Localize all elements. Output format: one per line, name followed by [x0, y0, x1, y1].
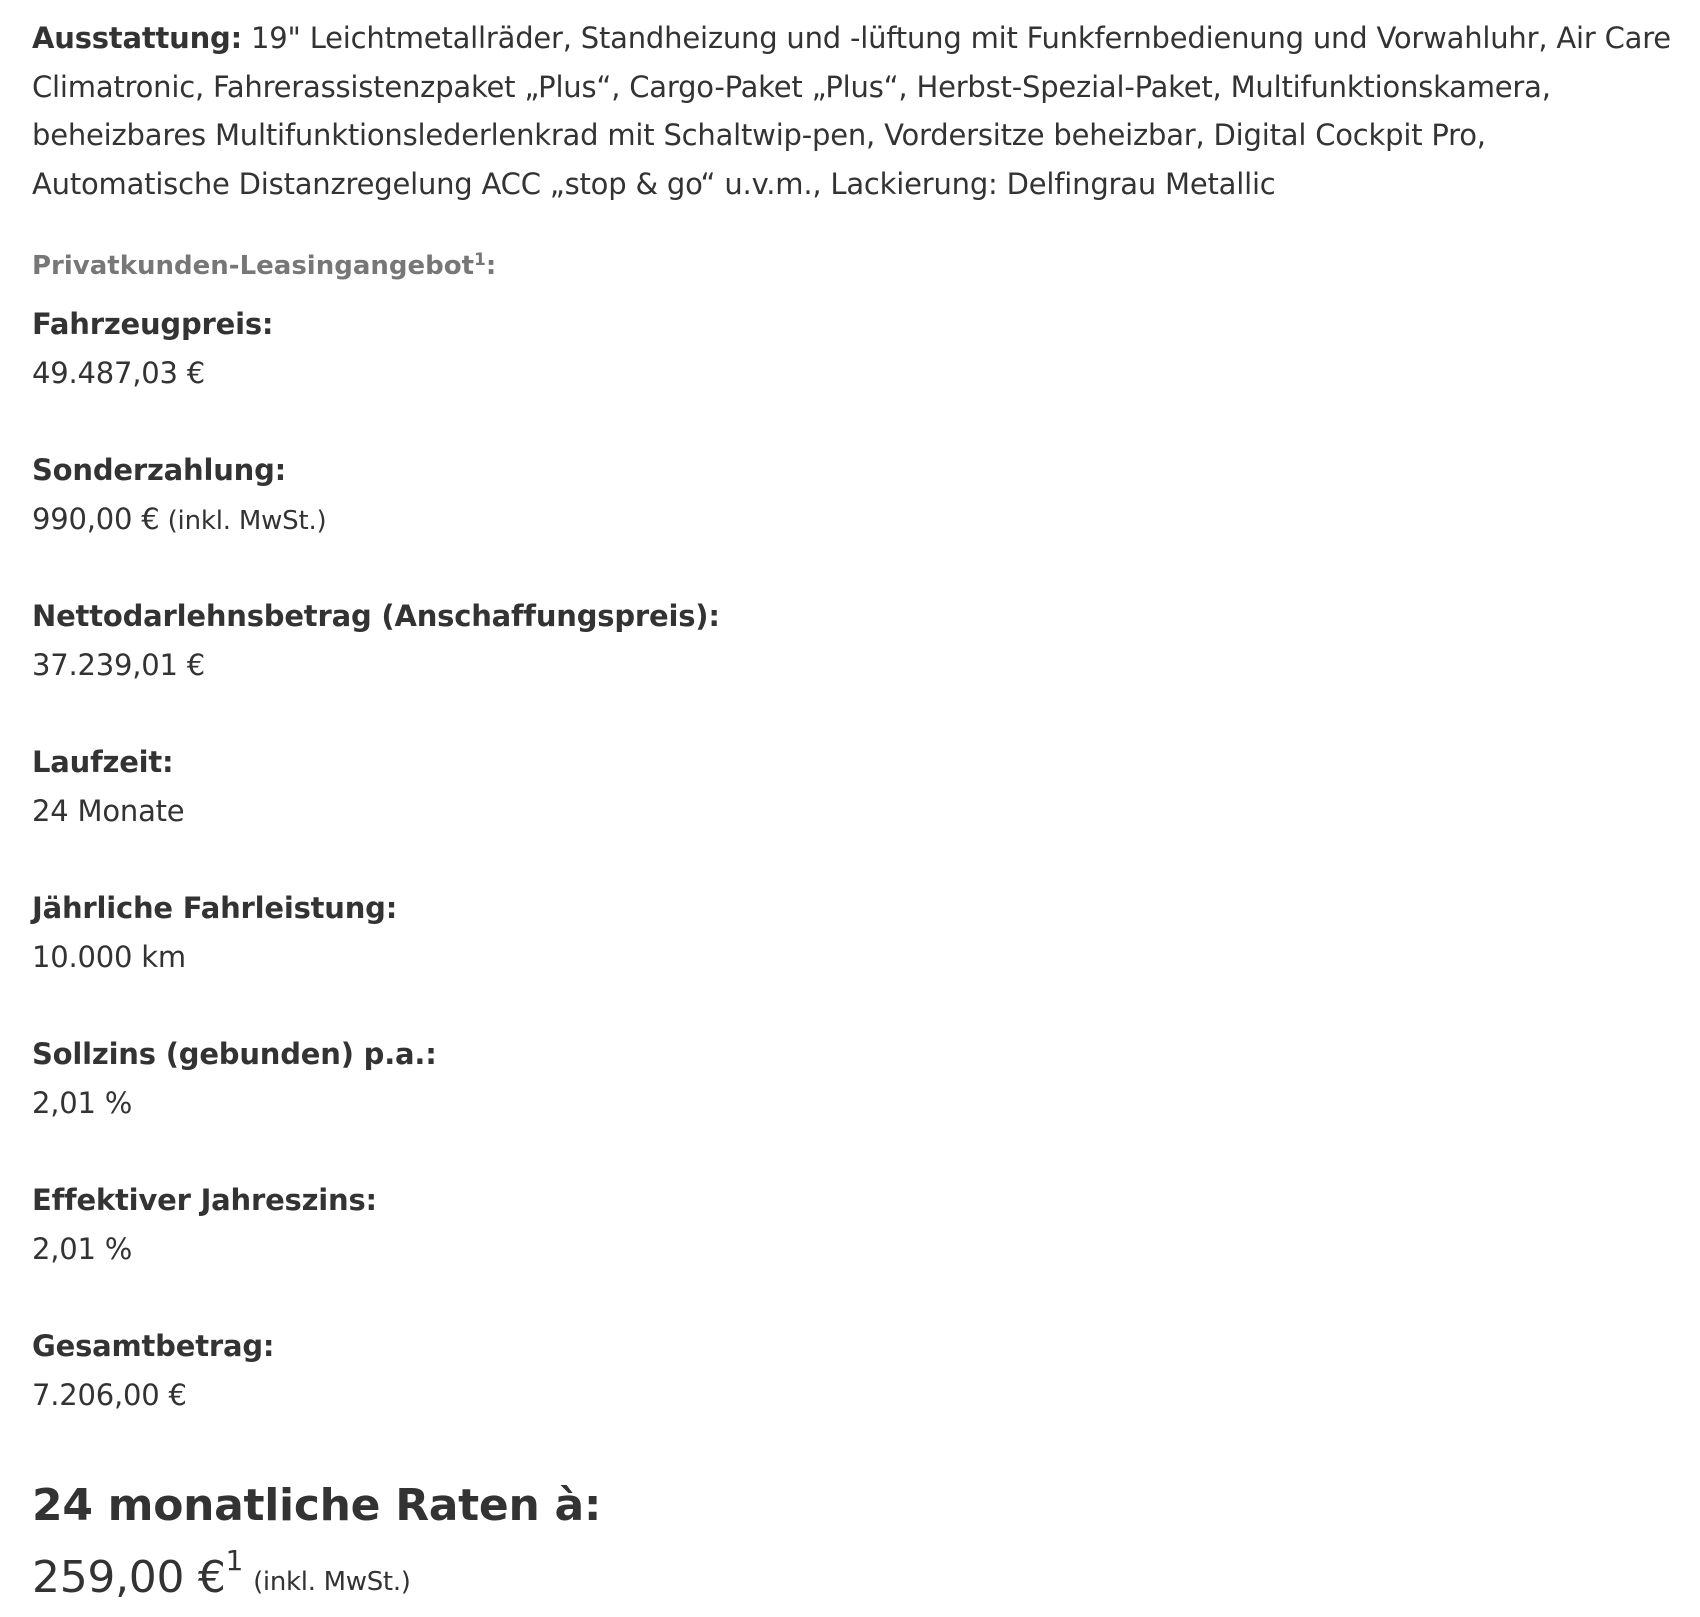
- item-label: Fahrzeugpreis:: [32, 307, 274, 341]
- item-value-text: 7.206,00 €: [32, 1377, 187, 1412]
- equipment-text: 19" Leichtmetallräder, Standheizung und -lüftung mit Funkfernbedienung und Vorwahluhr, Air Care Climatronic, Fahrerassistenzpaket „Plus“, Cargo-Paket „Plus“, Herbst-Spezial-Paket, Multifunktionskamera, beheizbares Multifunktionslederlenkrad mit Schaltwip-pen, Vordersitze beheizbar, Digital Cockpit Pro, Automatische Distanzregelung ACC „stop & go“ u.v.m., Lackierung: Delfingrau Metallic: [32, 21, 1671, 201]
- item-value-text: 37.239,01 €: [32, 647, 206, 682]
- offer-heading: [32, 242, 1682, 290]
- monthly-rate-footnote-marker: 1: [225, 1544, 244, 1577]
- monthly-rate-note: (inkl. MwSt.): [253, 1567, 411, 1597]
- item-fahrzeugpreis: [32, 300, 1682, 399]
- equipment-label: Ausstattung:: [32, 21, 243, 55]
- item-value-note: (inkl. MwSt.): [159, 505, 327, 536]
- offer-footnote-marker: 1: [474, 250, 486, 270]
- monthly-rate-amount: 259,00 €: [32, 1552, 226, 1603]
- item-value-text: 2,01 %: [32, 1231, 133, 1266]
- item-effektiver-jahreszins: [32, 1176, 1682, 1275]
- item-label: Nettodarlehnsbetrag (Anschaffungspreis):: [32, 599, 720, 633]
- item-value-text: 10.000 km: [32, 939, 186, 974]
- item-sonderzahlung: [32, 446, 1682, 545]
- item-value-text: 2,01 %: [32, 1085, 133, 1120]
- item-value: [32, 1225, 1682, 1276]
- item-value-text: 49.487,03 €: [32, 355, 206, 390]
- item-value: [32, 641, 1682, 692]
- leasing-offer-content: [32, 14, 1682, 1617]
- item-value: [32, 349, 1682, 400]
- item-gesamtbetrag: [32, 1322, 1682, 1421]
- item-label: Laufzeit:: [32, 745, 174, 779]
- offer-heading-colon: :: [485, 251, 497, 281]
- item-value: [32, 495, 1682, 546]
- item-value: [32, 1371, 1682, 1422]
- item-laufzeit: [32, 738, 1682, 837]
- item-value: [32, 787, 1682, 838]
- item-value-text: 990,00 €: [32, 501, 160, 536]
- item-value: [32, 933, 1682, 984]
- equipment-paragraph: [32, 14, 1682, 208]
- item-value-text: 24 Monate: [32, 793, 185, 828]
- monthly-rate-heading: 24 monatliche Raten à:: [32, 1480, 602, 1531]
- item-label: Sollzins (gebunden) p.a.:: [32, 1037, 437, 1071]
- offer-heading-text: Privatkunden-Leasingangebot: [32, 251, 475, 281]
- item-sollzins: [32, 1030, 1682, 1129]
- item-label: Gesamtbetrag:: [32, 1329, 275, 1363]
- item-label: Jährliche Fahrleistung:: [32, 891, 398, 925]
- item-label: Effektiver Jahreszins:: [32, 1183, 377, 1217]
- monthly-rate-value: [32, 1543, 1682, 1617]
- item-nettodarlehnsbetrag: [32, 592, 1682, 691]
- item-jaehrliche-fahrleistung: [32, 884, 1682, 983]
- item-value: [32, 1079, 1682, 1130]
- item-label: Sonderzahlung:: [32, 453, 287, 487]
